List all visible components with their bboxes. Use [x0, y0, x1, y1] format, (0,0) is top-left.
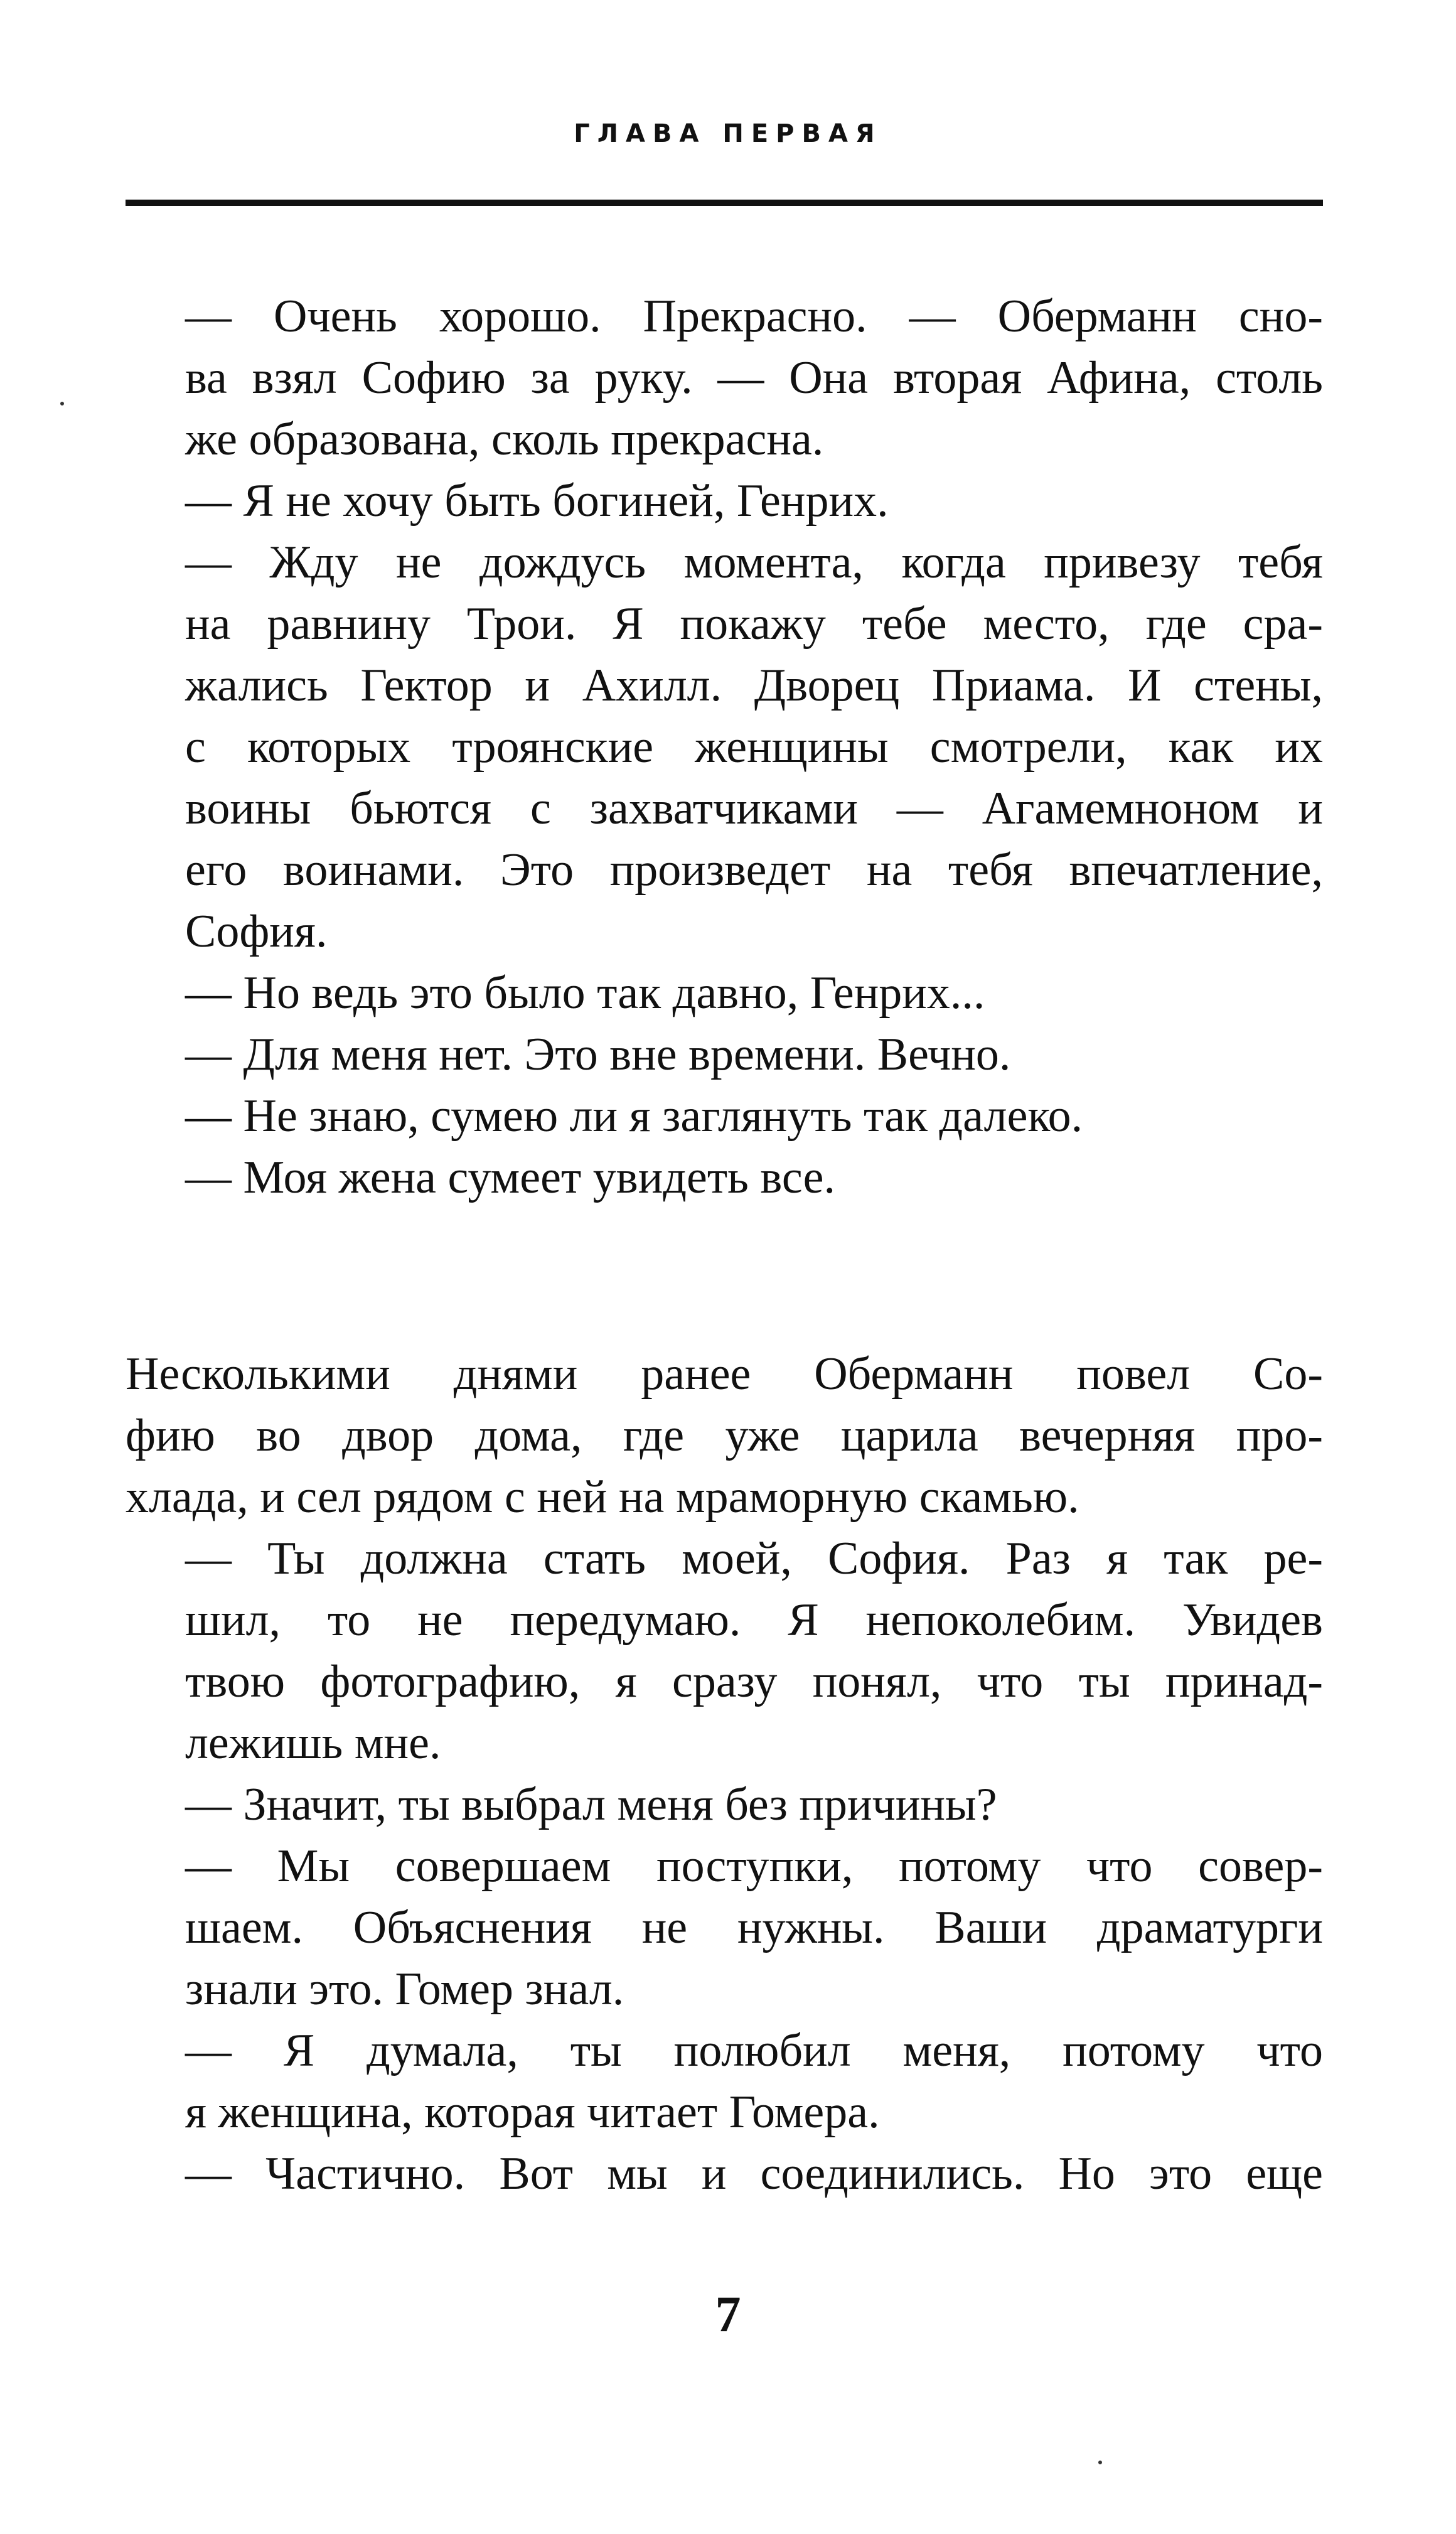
text-block-scene — [126, 1343, 1323, 2204]
text-line: его воинами. Это произведет на тебя впечатление, — [185, 844, 1323, 896]
paragraph — [126, 1835, 1323, 2020]
text-line: хлада, и сел рядом с ней на мраморную скамью. — [126, 1471, 1079, 1523]
text-line: с которых троянские женщины смотрели, как их — [185, 721, 1323, 773]
text-line: твою фотографию, я сразу понял, что ты принад- — [185, 1656, 1323, 1707]
text-line: я женщина, которая читает Гомера. — [185, 2086, 880, 2138]
text-line: — Очень хорошо. Прекрасно. — Оберманн сно- — [185, 291, 1323, 342]
text-line: София. — [185, 906, 328, 957]
text-line: лежишь мне. — [185, 1717, 441, 1769]
text-line: — Моя жена сумеет увидеть все. — [185, 1152, 835, 1203]
paragraph — [126, 1024, 1323, 1085]
paragraph — [126, 1528, 1323, 1774]
scan-speck — [1098, 2461, 1102, 2464]
paragraph — [126, 1774, 1323, 1835]
text-line: — Ты должна стать моей, София. Раз я так ре- — [185, 1533, 1323, 1584]
paragraph — [126, 286, 1323, 470]
text-line: — Для меня нет. Это вне времени. Вечно. — [185, 1029, 1011, 1080]
paragraph — [126, 470, 1323, 532]
text-line: шаем. Объяснения не нужны. Ваши драматурги — [185, 1902, 1323, 1953]
text-line: — Но ведь это было так давно, Генрих... — [185, 967, 985, 1019]
paragraph — [126, 962, 1323, 1024]
text-line: — Не знаю, сумею ли я заглянуть так далеко. — [185, 1090, 1083, 1142]
text-line: — Жду не дождусь момента, когда привезу тебя — [185, 537, 1323, 588]
paragraph — [126, 1085, 1323, 1147]
text-line: воины бьются с захватчиками — Агамемноном и — [185, 783, 1323, 834]
paragraph — [126, 1343, 1323, 1528]
text-line: — Значит, ты выбрал меня без причины? — [185, 1779, 997, 1830]
text-block-dialogue — [126, 286, 1323, 1208]
text-line: ва взял Софию за руку. — Она вторая Афина, столь — [185, 352, 1323, 404]
scan-speck — [60, 402, 64, 405]
text-line: жались Гектор и Ахилл. Дворец Приама. И стены, — [185, 660, 1323, 711]
text-line: на равнину Трои. Я покажу тебе место, где сра- — [185, 598, 1323, 650]
header-rule — [126, 200, 1323, 206]
paragraph — [126, 1147, 1323, 1208]
text-line: — Я не хочу быть богиней, Генрих. — [185, 475, 889, 527]
text-line: знали это. Гомер знал. — [185, 1963, 624, 2015]
paragraph — [126, 2020, 1323, 2143]
text-line: фию во двор дома, где уже царила вечерняя про- — [126, 1410, 1323, 1461]
text-line: же образована, сколь прекрасна. — [185, 414, 824, 465]
page-number: 7 — [715, 2285, 741, 2343]
text-line: Несколькими днями ранее Оберманн повел Со- — [126, 1348, 1323, 1400]
paragraph — [126, 2143, 1323, 2204]
text-line: — Я думала, ты полюбил меня, потому что — [185, 2025, 1323, 2076]
text-line: шил, то не передумаю. Я непоколебим. Увидев — [185, 1594, 1323, 1646]
text-line: — Частично. Вот мы и соединились. Но это еще — [185, 2148, 1323, 2199]
paragraph — [126, 532, 1323, 962]
running-head: ГЛАВА ПЕРВАЯ — [574, 119, 882, 148]
text-line: — Мы совершаем поступки, потому что совер- — [185, 1840, 1323, 1892]
